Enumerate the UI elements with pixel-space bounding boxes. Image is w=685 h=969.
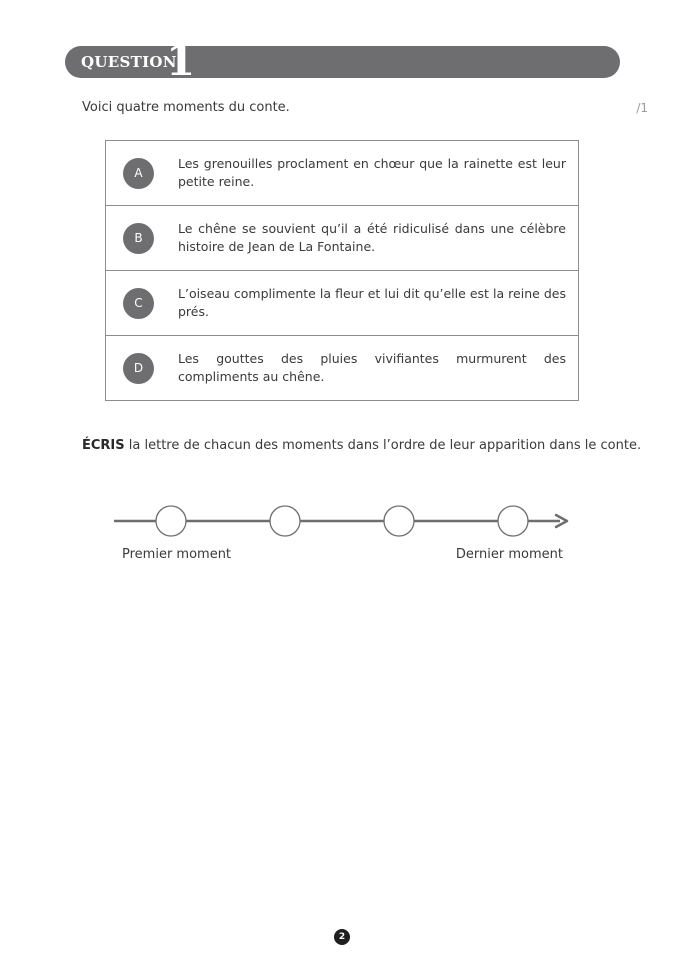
timeline xyxy=(112,503,572,539)
moment-row-c xyxy=(106,271,578,336)
question-label: QUESTION xyxy=(81,53,177,71)
answer-slot-3[interactable] xyxy=(384,506,414,536)
moment-text: Le chêne se souvient qu’il a été ridiculisé dans une célèbre histoire de Jean de La Fontaine. xyxy=(178,221,566,254)
answer-slot-4[interactable] xyxy=(498,506,528,536)
moment-row-b xyxy=(106,206,578,271)
intro-text: Voici quatre moments du conte. xyxy=(82,100,290,115)
moment-letter-badge: A xyxy=(123,158,154,189)
page-number: 2 xyxy=(334,929,350,945)
score-indicator: /1 xyxy=(636,101,648,115)
last-moment-label: Dernier moment xyxy=(455,547,563,562)
moment-text: Les grenouilles proclament en chœur que la rainette est leur petite reine. xyxy=(178,156,566,189)
moment-letter-badge: C xyxy=(123,288,154,319)
moment-letter-badge: D xyxy=(123,353,154,384)
answer-slot-1[interactable] xyxy=(156,506,186,536)
instruction-text xyxy=(82,438,641,453)
moment-text: L’oiseau complimente la fleur et lui dit qu’elle est la reine des prés. xyxy=(178,286,566,319)
question-number: 1 xyxy=(166,36,196,85)
moment-row-d xyxy=(106,336,578,400)
instruction-rest: la lettre de chacun des moments dans l’ordre de leur apparition dans le conte. xyxy=(124,438,642,453)
instruction-verb: ÉCRIS xyxy=(82,438,125,453)
moments-table xyxy=(105,140,579,401)
moment-row-a xyxy=(106,141,578,206)
moment-text: Les gouttes des pluies vivifiantes murmurent des compliments au chêne. xyxy=(178,351,566,384)
answer-slot-2[interactable] xyxy=(270,506,300,536)
first-moment-label: Premier moment xyxy=(122,547,232,562)
moment-letter-badge: B xyxy=(123,223,154,254)
